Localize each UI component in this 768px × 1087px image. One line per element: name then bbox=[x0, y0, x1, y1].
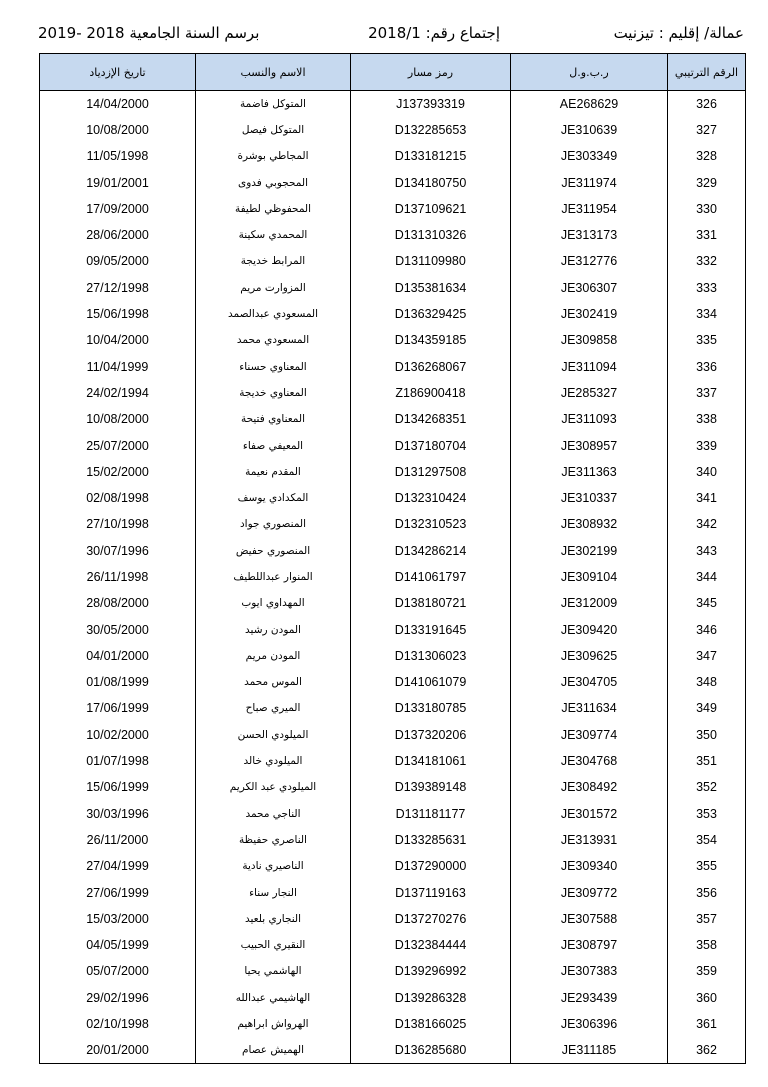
massar-code-cell: D137320206 bbox=[351, 722, 511, 748]
full-name-cell: المسعودي محمد bbox=[196, 327, 351, 353]
birth-date-cell: 27/10/1998 bbox=[40, 511, 196, 537]
serial-number-header: الرقم الترتيبي bbox=[668, 54, 746, 91]
massar-code-cell: J137393319 bbox=[351, 91, 511, 117]
birth-date-cell: 09/05/2000 bbox=[40, 248, 196, 274]
massar-code-cell: D132310424 bbox=[351, 485, 511, 511]
full-name-cell: المتوكل فاضمة bbox=[196, 91, 351, 117]
full-name-cell: الناصيري نادية bbox=[196, 853, 351, 879]
massar-code-cell: D131181177 bbox=[351, 801, 511, 827]
massar-code-cell: D139286328 bbox=[351, 985, 511, 1011]
full-name-cell: الهاشمي يحيا bbox=[196, 958, 351, 984]
birth-date-header: تاريخ الإزدياد bbox=[40, 54, 196, 91]
birth-date-cell: 14/04/2000 bbox=[40, 91, 196, 117]
full-name-cell: المعناوي حسناء bbox=[196, 353, 351, 379]
massar-code-cell: D134359185 bbox=[351, 327, 511, 353]
cin-cell: JE312776 bbox=[511, 248, 668, 274]
full-name-cell: الميلودي عبد الكريم bbox=[196, 774, 351, 800]
full-name-cell: المرابط خديجة bbox=[196, 248, 351, 274]
full-name-cell: الهميش عصام bbox=[196, 1037, 351, 1063]
serial-number-cell: 338 bbox=[668, 406, 746, 432]
massar-code-cell: D138166025 bbox=[351, 1011, 511, 1037]
massar-code-cell: D137270276 bbox=[351, 906, 511, 932]
full-name-cell: الميلودي خالد bbox=[196, 748, 351, 774]
table-row bbox=[40, 774, 746, 800]
table-row bbox=[40, 853, 746, 879]
cin-cell: JE310337 bbox=[511, 485, 668, 511]
birth-date-cell: 01/07/1998 bbox=[40, 748, 196, 774]
serial-number-cell: 332 bbox=[668, 248, 746, 274]
massar-code-cell: D133191645 bbox=[351, 616, 511, 642]
birth-date-cell: 28/06/2000 bbox=[40, 222, 196, 248]
table-row bbox=[40, 801, 746, 827]
cin-cell: JE312009 bbox=[511, 590, 668, 616]
full-name-cell: النجاري بلعيد bbox=[196, 906, 351, 932]
serial-number-cell: 344 bbox=[668, 564, 746, 590]
table-row bbox=[40, 248, 746, 274]
birth-date-cell: 27/06/1999 bbox=[40, 879, 196, 905]
serial-number-cell: 356 bbox=[668, 879, 746, 905]
cin-cell: JE308492 bbox=[511, 774, 668, 800]
birth-date-cell: 02/08/1998 bbox=[40, 485, 196, 511]
cin-cell: JE285327 bbox=[511, 380, 668, 406]
cin-cell: JE304768 bbox=[511, 748, 668, 774]
birth-date-cell: 27/04/1999 bbox=[40, 853, 196, 879]
table-row bbox=[40, 380, 746, 406]
table-row bbox=[40, 432, 746, 458]
cin-cell: JE309104 bbox=[511, 564, 668, 590]
table-row bbox=[40, 275, 746, 301]
serial-number-cell: 328 bbox=[668, 143, 746, 169]
birth-date-cell: 30/03/1996 bbox=[40, 801, 196, 827]
cin-cell: JE309774 bbox=[511, 722, 668, 748]
full-name-cell: المجاطي بوشرة bbox=[196, 143, 351, 169]
serial-number-cell: 340 bbox=[668, 459, 746, 485]
cin-cell: JE306307 bbox=[511, 275, 668, 301]
table-row bbox=[40, 932, 746, 958]
cin-cell: JE308932 bbox=[511, 511, 668, 537]
birth-date-cell: 17/09/2000 bbox=[40, 196, 196, 222]
academic-year: برسم السنة الجامعية 2018 -2019 bbox=[38, 24, 260, 42]
full-name-cell: المودن رشيد bbox=[196, 616, 351, 642]
full-name-cell: المكدادي يوسف bbox=[196, 485, 351, 511]
full-name-cell: المحجوبي فدوى bbox=[196, 169, 351, 195]
massar-code-cell: D133181215 bbox=[351, 143, 511, 169]
massar-code-cell: D137109621 bbox=[351, 196, 511, 222]
birth-date-cell: 30/07/1996 bbox=[40, 538, 196, 564]
serial-number-cell: 350 bbox=[668, 722, 746, 748]
massar-code-cell: D136285680 bbox=[351, 1037, 511, 1063]
table-row bbox=[40, 643, 746, 669]
table-row bbox=[40, 906, 746, 932]
table-row bbox=[40, 590, 746, 616]
table-body bbox=[40, 91, 746, 1064]
serial-number-cell: 357 bbox=[668, 906, 746, 932]
birth-date-cell: 11/05/1998 bbox=[40, 143, 196, 169]
massar-code-cell: D141061079 bbox=[351, 669, 511, 695]
table-row bbox=[40, 117, 746, 143]
cin-cell: JE311363 bbox=[511, 459, 668, 485]
table-row bbox=[40, 1011, 746, 1037]
massar-code-cell: D139389148 bbox=[351, 774, 511, 800]
serial-number-cell: 355 bbox=[668, 853, 746, 879]
serial-number-cell: 341 bbox=[668, 485, 746, 511]
serial-number-cell: 360 bbox=[668, 985, 746, 1011]
full-name-cell: المنوار عبداللطيف bbox=[196, 564, 351, 590]
full-name-header: الاسم والنسب bbox=[196, 54, 351, 91]
cin-cell: JE309858 bbox=[511, 327, 668, 353]
serial-number-cell: 354 bbox=[668, 827, 746, 853]
serial-number-cell: 351 bbox=[668, 748, 746, 774]
birth-date-cell: 01/08/1999 bbox=[40, 669, 196, 695]
full-name-cell: المعيفي صفاء bbox=[196, 432, 351, 458]
serial-number-cell: 339 bbox=[668, 432, 746, 458]
cin-cell: JE293439 bbox=[511, 985, 668, 1011]
serial-number-cell: 330 bbox=[668, 196, 746, 222]
table-row bbox=[40, 695, 746, 721]
cin-cell: JE311094 bbox=[511, 353, 668, 379]
birth-date-cell: 29/02/1996 bbox=[40, 985, 196, 1011]
full-name-cell: الميري صباح bbox=[196, 695, 351, 721]
table-row bbox=[40, 91, 746, 117]
full-name-cell: المهداوي ايوب bbox=[196, 590, 351, 616]
serial-number-cell: 334 bbox=[668, 301, 746, 327]
serial-number-cell: 359 bbox=[668, 958, 746, 984]
cin-cell: JE301572 bbox=[511, 801, 668, 827]
massar-code-cell: D132384444 bbox=[351, 932, 511, 958]
serial-number-cell: 358 bbox=[668, 932, 746, 958]
full-name-cell: المحفوظي لطيفة bbox=[196, 196, 351, 222]
massar-code-cell: D132310523 bbox=[351, 511, 511, 537]
birth-date-cell: 19/01/2001 bbox=[40, 169, 196, 195]
massar-code-cell: Z186900418 bbox=[351, 380, 511, 406]
birth-date-cell: 15/02/2000 bbox=[40, 459, 196, 485]
birth-date-cell: 10/02/2000 bbox=[40, 722, 196, 748]
table-row bbox=[40, 879, 746, 905]
massar-code-cell: D137290000 bbox=[351, 853, 511, 879]
meeting-number: إجتماع رقم: 2018/1 bbox=[368, 24, 500, 42]
cin-cell: JE313931 bbox=[511, 827, 668, 853]
table-row bbox=[40, 353, 746, 379]
serial-number-cell: 347 bbox=[668, 643, 746, 669]
serial-number-cell: 336 bbox=[668, 353, 746, 379]
massar-code-cell: D131109980 bbox=[351, 248, 511, 274]
table-row bbox=[40, 669, 746, 695]
serial-number-cell: 327 bbox=[668, 117, 746, 143]
massar-code-cell: D131297508 bbox=[351, 459, 511, 485]
birth-date-cell: 30/05/2000 bbox=[40, 616, 196, 642]
birth-date-cell: 25/07/2000 bbox=[40, 432, 196, 458]
full-name-cell: المنصوري حفيض bbox=[196, 538, 351, 564]
cin-cell: JE302199 bbox=[511, 538, 668, 564]
cin-cell: JE311974 bbox=[511, 169, 668, 195]
page-header bbox=[38, 24, 744, 46]
full-name-cell: المزوارت مريم bbox=[196, 275, 351, 301]
full-name-cell: الميلودي الحسن bbox=[196, 722, 351, 748]
table-row bbox=[40, 827, 746, 853]
massar-code-cell: D131310326 bbox=[351, 222, 511, 248]
full-name-cell: الهاشيمي عبدالله bbox=[196, 985, 351, 1011]
serial-number-cell: 326 bbox=[668, 91, 746, 117]
table-row bbox=[40, 327, 746, 353]
birth-date-cell: 04/05/1999 bbox=[40, 932, 196, 958]
birth-date-cell: 24/02/1994 bbox=[40, 380, 196, 406]
table-row bbox=[40, 958, 746, 984]
cin-cell: AE268629 bbox=[511, 91, 668, 117]
student-list-table bbox=[39, 53, 746, 1064]
full-name-cell: المودن مريم bbox=[196, 643, 351, 669]
serial-number-cell: 342 bbox=[668, 511, 746, 537]
cin-cell: JE309420 bbox=[511, 616, 668, 642]
cin-cell: JE307588 bbox=[511, 906, 668, 932]
cin-cell: JE310639 bbox=[511, 117, 668, 143]
cin-cell: JE308957 bbox=[511, 432, 668, 458]
full-name-cell: المعناوي فتيحة bbox=[196, 406, 351, 432]
cin-cell: JE311634 bbox=[511, 695, 668, 721]
full-name-cell: المعناوي خديجة bbox=[196, 380, 351, 406]
table-row bbox=[40, 301, 746, 327]
serial-number-cell: 352 bbox=[668, 774, 746, 800]
serial-number-cell: 337 bbox=[668, 380, 746, 406]
cin-cell: JE311954 bbox=[511, 196, 668, 222]
birth-date-cell: 15/06/1999 bbox=[40, 774, 196, 800]
birth-date-cell: 15/06/1998 bbox=[40, 301, 196, 327]
serial-number-cell: 348 bbox=[668, 669, 746, 695]
massar-code-cell: D137119163 bbox=[351, 879, 511, 905]
cin-cell: JE309772 bbox=[511, 879, 668, 905]
table-row bbox=[40, 222, 746, 248]
full-name-cell: المتوكل فيصل bbox=[196, 117, 351, 143]
table-row bbox=[40, 564, 746, 590]
birth-date-cell: 26/11/1998 bbox=[40, 564, 196, 590]
full-name-cell: النجار سناء bbox=[196, 879, 351, 905]
birth-date-cell: 26/11/2000 bbox=[40, 827, 196, 853]
cin-cell: JE306396 bbox=[511, 1011, 668, 1037]
cin-cell: JE308797 bbox=[511, 932, 668, 958]
massar-code-cell: D136329425 bbox=[351, 301, 511, 327]
massar-code-cell: D131306023 bbox=[351, 643, 511, 669]
full-name-cell: النقيري الحبيب bbox=[196, 932, 351, 958]
table-row bbox=[40, 406, 746, 432]
full-name-cell: المنصوري جواد bbox=[196, 511, 351, 537]
birth-date-cell: 20/01/2000 bbox=[40, 1037, 196, 1063]
table-row bbox=[40, 511, 746, 537]
full-name-cell: الهرواش ابراهيم bbox=[196, 1011, 351, 1037]
birth-date-cell: 11/04/1999 bbox=[40, 353, 196, 379]
massar-code-cell: D133180785 bbox=[351, 695, 511, 721]
birth-date-cell: 02/10/1998 bbox=[40, 1011, 196, 1037]
table-row bbox=[40, 143, 746, 169]
massar-code-cell: D134180750 bbox=[351, 169, 511, 195]
serial-number-cell: 353 bbox=[668, 801, 746, 827]
massar-code-cell: D141061797 bbox=[351, 564, 511, 590]
birth-date-cell: 04/01/2000 bbox=[40, 643, 196, 669]
massar-code-cell: D136268067 bbox=[351, 353, 511, 379]
birth-date-cell: 27/12/1998 bbox=[40, 275, 196, 301]
massar-code-header: رمز مسار bbox=[351, 54, 511, 91]
serial-number-cell: 333 bbox=[668, 275, 746, 301]
table-row bbox=[40, 722, 746, 748]
full-name-cell: المسعودي عبدالصمد bbox=[196, 301, 351, 327]
serial-number-cell: 331 bbox=[668, 222, 746, 248]
full-name-cell: الناصري حفيظة bbox=[196, 827, 351, 853]
table-header-row bbox=[40, 54, 746, 91]
birth-date-cell: 17/06/1999 bbox=[40, 695, 196, 721]
massar-code-cell: D133285631 bbox=[351, 827, 511, 853]
serial-number-cell: 361 bbox=[668, 1011, 746, 1037]
serial-number-cell: 335 bbox=[668, 327, 746, 353]
table-row bbox=[40, 1037, 746, 1063]
serial-number-cell: 349 bbox=[668, 695, 746, 721]
full-name-cell: الناجي محمد bbox=[196, 801, 351, 827]
cin-header: ر.ب.و.ل bbox=[511, 54, 668, 91]
full-name-cell: المحمدي سكينة bbox=[196, 222, 351, 248]
birth-date-cell: 10/04/2000 bbox=[40, 327, 196, 353]
massar-code-cell: D137180704 bbox=[351, 432, 511, 458]
massar-code-cell: D134268351 bbox=[351, 406, 511, 432]
massar-code-cell: D134286214 bbox=[351, 538, 511, 564]
table-row bbox=[40, 538, 746, 564]
table-row bbox=[40, 985, 746, 1011]
full-name-cell: الموس محمد bbox=[196, 669, 351, 695]
prefecture-label: عمالة/ إقليم : تيزنيت bbox=[613, 24, 744, 42]
massar-code-cell: D135381634 bbox=[351, 275, 511, 301]
cin-cell: JE304705 bbox=[511, 669, 668, 695]
birth-date-cell: 10/08/2000 bbox=[40, 406, 196, 432]
massar-code-cell: D132285653 bbox=[351, 117, 511, 143]
massar-code-cell: D134181061 bbox=[351, 748, 511, 774]
table-row bbox=[40, 196, 746, 222]
cin-cell: JE303349 bbox=[511, 143, 668, 169]
massar-code-cell: D139296992 bbox=[351, 958, 511, 984]
cin-cell: JE309625 bbox=[511, 643, 668, 669]
cin-cell: JE311185 bbox=[511, 1037, 668, 1063]
serial-number-cell: 329 bbox=[668, 169, 746, 195]
table-row bbox=[40, 459, 746, 485]
serial-number-cell: 362 bbox=[668, 1037, 746, 1063]
serial-number-cell: 343 bbox=[668, 538, 746, 564]
cin-cell: JE307383 bbox=[511, 958, 668, 984]
table-row bbox=[40, 169, 746, 195]
cin-cell: JE302419 bbox=[511, 301, 668, 327]
cin-cell: JE309340 bbox=[511, 853, 668, 879]
full-name-cell: المقدم نعيمة bbox=[196, 459, 351, 485]
table-row bbox=[40, 748, 746, 774]
massar-code-cell: D138180721 bbox=[351, 590, 511, 616]
birth-date-cell: 10/08/2000 bbox=[40, 117, 196, 143]
table-row bbox=[40, 616, 746, 642]
cin-cell: JE313173 bbox=[511, 222, 668, 248]
serial-number-cell: 345 bbox=[668, 590, 746, 616]
serial-number-cell: 346 bbox=[668, 616, 746, 642]
cin-cell: JE311093 bbox=[511, 406, 668, 432]
birth-date-cell: 28/08/2000 bbox=[40, 590, 196, 616]
birth-date-cell: 05/07/2000 bbox=[40, 958, 196, 984]
table-row bbox=[40, 485, 746, 511]
birth-date-cell: 15/03/2000 bbox=[40, 906, 196, 932]
